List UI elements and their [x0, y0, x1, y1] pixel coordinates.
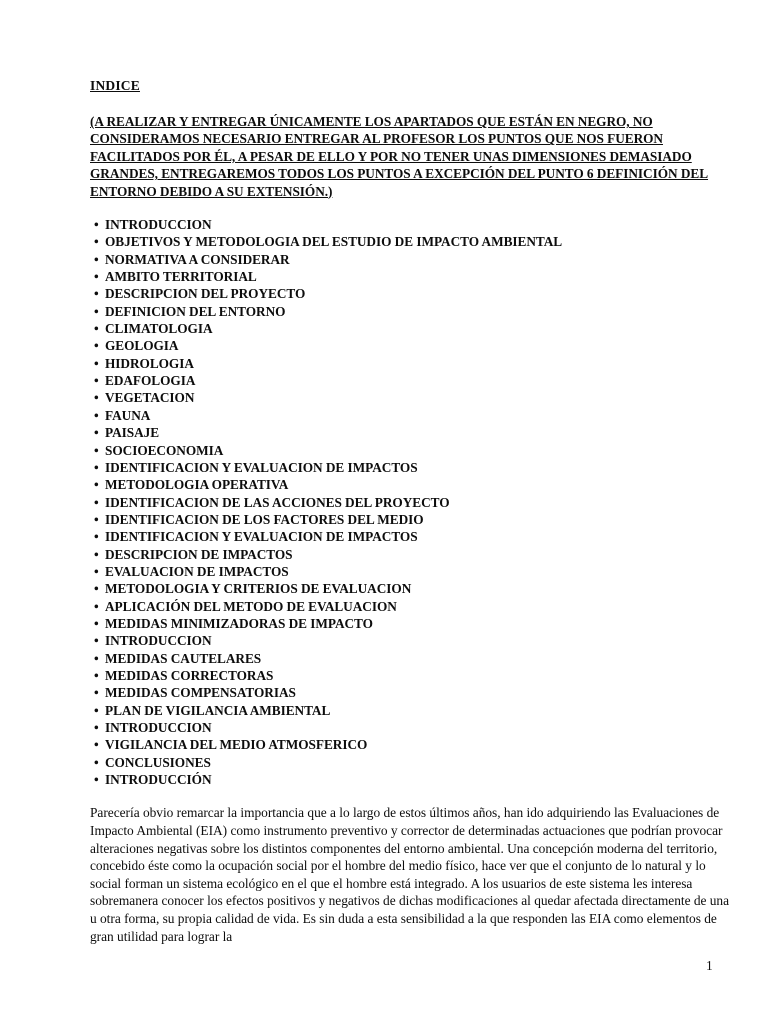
bullet-icon: • — [94, 269, 99, 285]
bullet-icon: • — [94, 667, 99, 683]
bullet-icon: • — [94, 251, 99, 267]
bullet-icon: • — [94, 633, 99, 649]
list-item — [90, 442, 734, 459]
list-item-label: IDENTIFICACION Y EVALUACION DE IMPACTOS — [105, 529, 418, 545]
bullet-icon: • — [94, 459, 99, 475]
bullet-icon: • — [94, 234, 99, 250]
list-item-label: OBJETIVOS Y METODOLOGIA DEL ESTUDIO DE IMPACTO AMBIENTAL — [105, 234, 563, 250]
body-paragraph: Parecería obvio remarcar la importancia que a lo largo de estos últimos años, han ido adquiriendo las Evaluaciones de Impacto Ambiental (EIA) como instrumento preventivo y corrector de determinadas actuaciones que podrían provocar alteraciones negativas sobre los distintos componentes del entorno ambiental. Una concepción moderna del territorio, concebido éste como la ocupación social por el hombre del medio físico, hace ver que el conjunto de lo natural y lo social forman un sistema ecológico en el que el hombre está integrado. A los usuarios de este sistema les interesa sobremanera conocer los efectos positivos y negativos de dichas modificaciones al quedar afectada directamente de una u otra forma, su propia calidad de vida. Es sin duda a esta sensibilidad a la que responden las EIA como elementos de gran utilidad para lograr la — [90, 805, 730, 944]
bullet-icon: • — [94, 598, 99, 614]
list-item — [90, 268, 734, 285]
list-item-label: IDENTIFICACION DE LOS FACTORES DEL MEDIO — [105, 511, 424, 527]
bullet-icon: • — [94, 442, 99, 458]
list-item-label: HIDROLOGIA — [105, 355, 194, 371]
list-item-label: CLIMATOLOGIA — [105, 321, 213, 337]
list-item-label: NORMATIVA A CONSIDERAR — [105, 251, 290, 267]
list-item — [90, 407, 734, 424]
list-item — [90, 355, 734, 372]
bullet-icon: • — [94, 685, 99, 701]
list-item — [90, 251, 734, 268]
list-item — [90, 528, 734, 545]
bullet-icon: • — [94, 338, 99, 354]
list-item — [90, 650, 734, 667]
bullet-icon: • — [94, 303, 99, 319]
list-item — [90, 632, 734, 649]
bullet-icon: • — [94, 511, 99, 527]
list-item — [90, 303, 734, 320]
list-item — [90, 285, 734, 302]
list-item-label: GEOLOGIA — [105, 338, 179, 354]
list-item-label: DESCRIPCION DEL PROYECTO — [105, 286, 306, 302]
list-item-label: INTRODUCCION — [105, 720, 212, 735]
list-item — [90, 372, 734, 389]
list-item-label: IDENTIFICACION DE LAS ACCIONES DEL PROYECTO — [105, 494, 450, 510]
list-item — [90, 511, 734, 528]
list-item-label: EVALUACION DE IMPACTOS — [105, 563, 289, 579]
bullet-icon: • — [94, 546, 99, 562]
list-item — [90, 476, 734, 493]
bullet-icon: • — [94, 615, 99, 631]
bullet-icon: • — [94, 321, 99, 337]
instructions-notice: (A REALIZAR Y ENTREGAR ÚNICAMENTE LOS APARTADOS QUE ESTÁN EN NEGRO, NO CONSIDERAMOS NECESARIO ENTREGAR AL PROFESOR LOS PUNTOS QUE NOS FUERON FACILITADOS POR ÉL, A PESAR DE ELLO Y POR NO TENER UNAS DIMENSIONES DEMASIADO GRANDES, ENTREGAREMOS TODOS LOS PUNTOS A EXCEPCIÓN DEL PUNTO 6 DEFINICIÓN DEL ENTORNO DEBIDO A SU EXTENSIÓN.) — [90, 114, 709, 199]
list-item — [90, 667, 734, 684]
bullet-icon: • — [94, 720, 99, 735]
document-content — [90, 78, 734, 945]
list-item-label: AMBITO TERRITORIAL — [105, 269, 257, 285]
bullet-icon: • — [94, 754, 99, 770]
list-item-label: PLAN DE VIGILANCIA AMBIENTAL — [105, 702, 331, 718]
list-item-label: IDENTIFICACION Y EVALUACION DE IMPACTOS — [105, 459, 418, 475]
list-item — [90, 233, 734, 250]
list-item-label: METODOLOGIA Y CRITERIOS DE EVALUACION — [105, 581, 412, 597]
list-item-label: VIGILANCIA DEL MEDIO ATMOSFERICO — [105, 737, 368, 753]
list-item-label: VEGETACION — [105, 390, 195, 406]
list-item — [90, 389, 734, 406]
list-item — [90, 702, 734, 719]
index-list — [90, 216, 734, 788]
list-item-label: DEFINICION DEL ENTORNO — [105, 303, 286, 319]
list-item — [90, 615, 734, 632]
list-item-label: PAISAJE — [105, 425, 160, 441]
bullet-icon: • — [94, 563, 99, 579]
list-item — [90, 719, 734, 736]
list-item-label: INTRODUCCION — [105, 633, 212, 649]
list-item — [90, 424, 734, 441]
list-item — [90, 736, 734, 753]
list-item — [90, 459, 734, 476]
bullet-icon: • — [94, 702, 99, 718]
list-item-label: SOCIOECONOMIA — [105, 442, 224, 458]
list-item — [90, 320, 734, 337]
list-item-label: FAUNA — [105, 407, 151, 423]
bullet-icon: • — [94, 390, 99, 406]
list-item — [90, 216, 734, 233]
page-title: INDICE — [90, 78, 140, 93]
list-item-label: METODOLOGIA OPERATIVA — [105, 477, 289, 493]
list-item — [90, 337, 734, 354]
list-item — [90, 754, 734, 771]
bullet-icon: • — [94, 407, 99, 423]
bullet-icon: • — [94, 772, 99, 788]
list-item-label: CONCLUSIONES — [105, 754, 211, 770]
list-item — [90, 563, 734, 580]
list-item-label: APLICACIÓN DEL METODO DE EVALUACION — [105, 598, 397, 614]
bullet-icon: • — [94, 650, 99, 666]
list-item-label: INTRODUCCIÓN — [105, 772, 212, 788]
bullet-icon: • — [94, 581, 99, 597]
list-item — [90, 546, 734, 563]
bullet-icon: • — [94, 737, 99, 753]
list-item — [90, 494, 734, 511]
bullet-icon: • — [94, 355, 99, 371]
bullet-icon: • — [94, 286, 99, 302]
bullet-icon: • — [94, 425, 99, 441]
list-item-label: MEDIDAS CORRECTORAS — [105, 667, 274, 683]
bullet-icon: • — [94, 373, 99, 389]
bullet-icon: • — [94, 217, 99, 233]
list-item-label: MEDIDAS CAUTELARES — [105, 650, 262, 666]
list-item-label: DESCRIPCION DE IMPACTOS — [105, 546, 293, 562]
page-number: 1 — [706, 958, 713, 973]
list-item-label: EDAFOLOGIA — [105, 373, 196, 389]
bullet-icon: • — [94, 477, 99, 493]
list-item — [90, 580, 734, 597]
list-item — [90, 771, 734, 788]
list-item-label: MEDIDAS COMPENSATORIAS — [105, 685, 296, 701]
list-item-label: MEDIDAS MINIMIZADORAS DE IMPACTO — [105, 615, 373, 631]
list-item — [90, 598, 734, 615]
list-item — [90, 684, 734, 701]
bullet-icon: • — [94, 494, 99, 510]
bullet-icon: • — [94, 529, 99, 545]
list-item-label: INTRODUCCION — [105, 217, 212, 233]
